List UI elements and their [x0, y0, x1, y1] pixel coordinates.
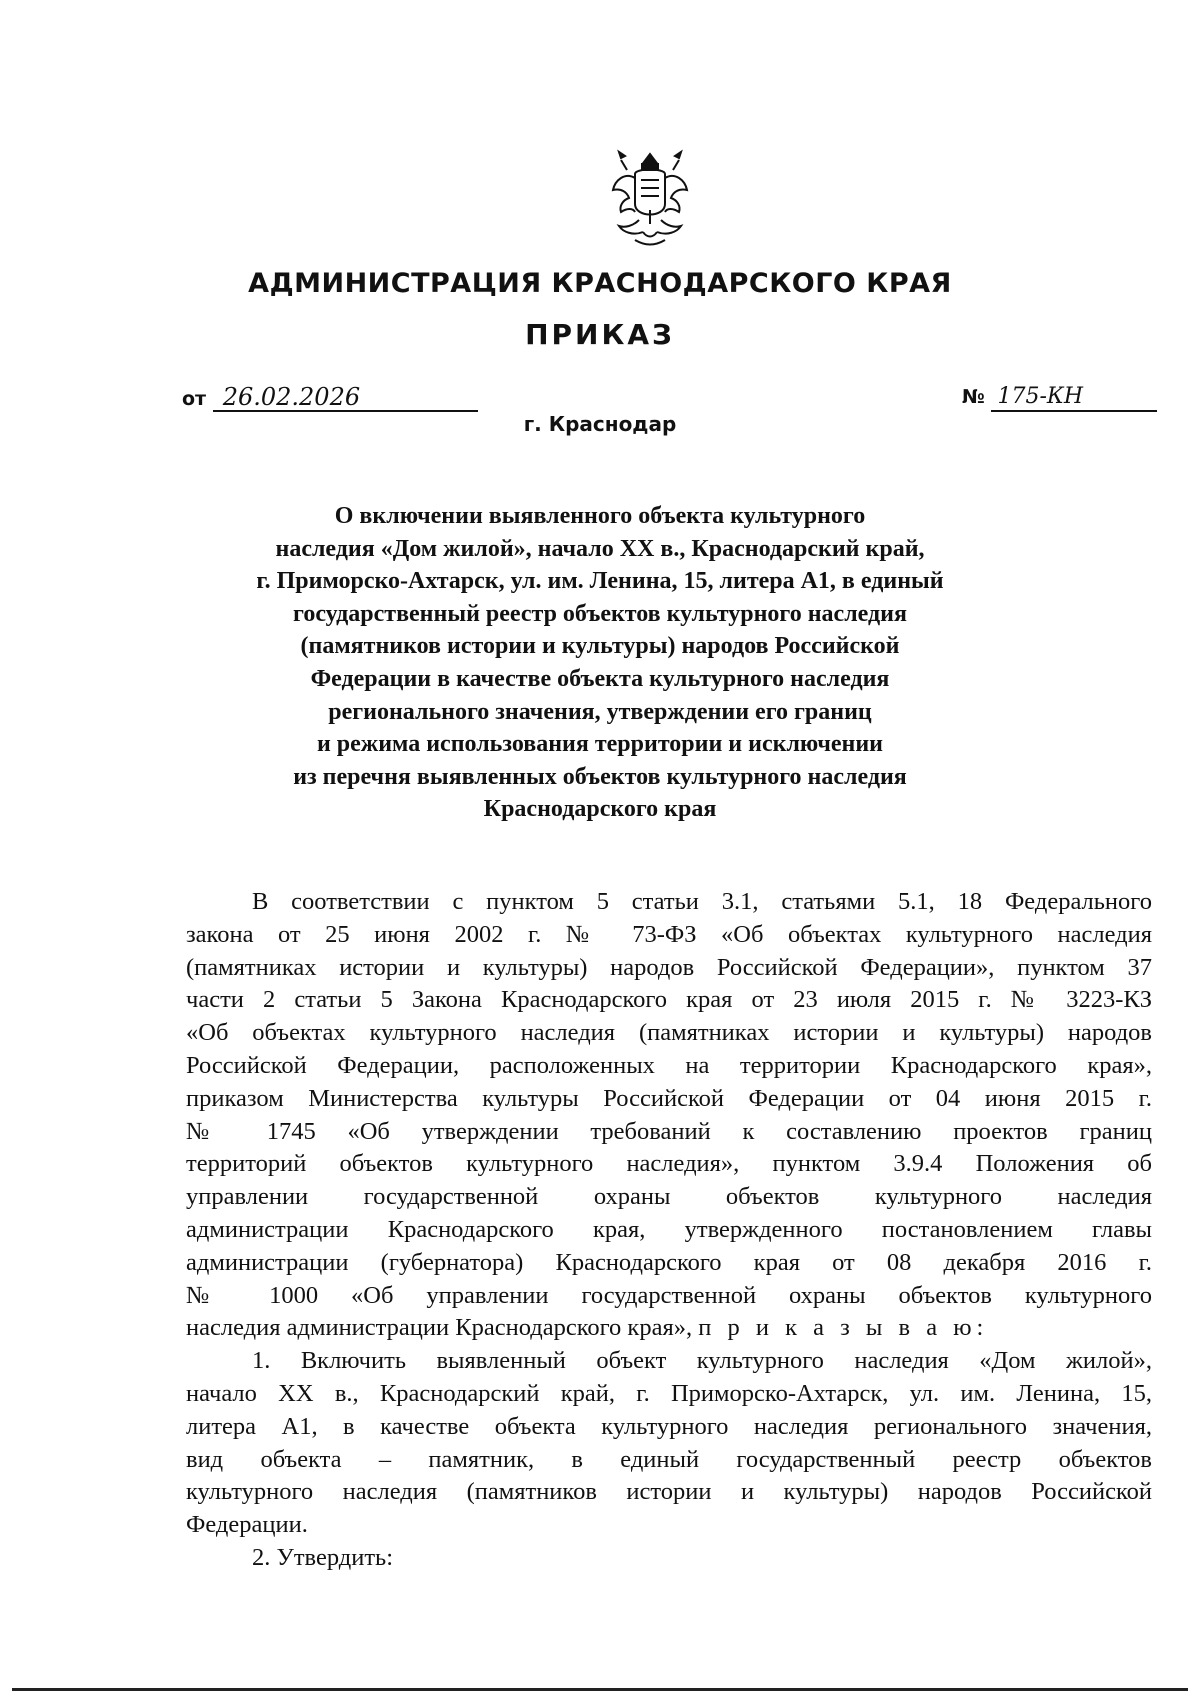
number-prefix: №: [962, 386, 985, 408]
body-line: части 2 статьи 5 Закона Краснодарского края от 23 июля 2015 г. № 3223-КЗ: [186, 986, 1152, 1014]
body-line: вид объекта – памятник, в единый государственный реестр объектов: [186, 1445, 1152, 1473]
body-line: культурного наследия (памятников истории и культуры) народов Российской: [186, 1478, 1152, 1506]
title-line: наследия «Дом жилой», начало XX в., Краснодарский край,: [275, 535, 925, 562]
body-line-order: [186, 1312, 1152, 1345]
body-line: Российской Федерации, расположенных на территории Краснодарского края»,: [186, 1051, 1152, 1079]
page-bottom-rule: [12, 1688, 1188, 1691]
document-body: [186, 886, 1152, 1575]
title-line: и режима использования территории и исключении: [316, 731, 884, 758]
body-line: управлении государственной охраны объектов культурного наследия: [186, 1183, 1152, 1211]
title-line: (памятников истории и культуры) народов Российской: [300, 633, 900, 660]
body-line: Федерации.: [186, 1511, 308, 1539]
title-line: О включении выявленного объекта культурного: [334, 503, 866, 529]
number-value: 175-КН: [991, 384, 1157, 412]
document-type: ПРИКАЗ: [525, 318, 675, 351]
title-line: регионального значения, утверждении его границ: [328, 698, 872, 725]
body-line: № 1000 «Об управлении государственной охраны объектов культурного: [186, 1281, 1152, 1309]
body-line: закона от 25 июня 2002 г. № 73-ФЗ «Об объектах культурного наследия: [186, 920, 1152, 948]
title-line: государственный реестр объектов культурного наследия: [293, 600, 907, 627]
body-line: приказом Министерства культуры Российской Федерации от 04 июня 2015 г.: [186, 1084, 1152, 1112]
body-line: 1. Включить выявленный объект культурного наследия «Дом жилой»,: [252, 1347, 1152, 1375]
organization-name: АДМИНИСТРАЦИЯ КРАСНОДАРСКОГО КРАЯ: [248, 268, 952, 299]
title-line: Краснодарского края: [483, 796, 717, 823]
title-line: г. Приморско-Ахтарск, ул. им. Ленина, 15, литера А1, в единый: [256, 568, 944, 595]
body-line: 2. Утвердить:: [252, 1543, 394, 1571]
body-line: литера А1, в качестве объекта культурного наследия регионального значения,: [186, 1412, 1152, 1440]
body-line: начало XX в., Краснодарский край, г. Приморско-Ахтарск, ул. им. Ленина, 15,: [186, 1379, 1152, 1407]
body-line: администрации Краснодарского края, утвержденного постановлением главы: [186, 1215, 1152, 1243]
coat-of-arms-icon: [605, 148, 695, 248]
body-line: В соответствии с пунктом 5 статьи 3.1, статьями 5.1, 18 Федерального: [252, 888, 1152, 915]
body-line: территорий объектов культурного наследия», пунктом 3.9.4 Положения об: [186, 1150, 1152, 1178]
order-word: п р и к а з ы в а ю:: [698, 1314, 989, 1342]
date-value: 26.02.2026: [213, 384, 478, 412]
title-line: из перечня выявленных объектов культурного наследия: [293, 763, 907, 790]
date-line: [182, 384, 478, 412]
body-line: наследия администрации Краснодарского края»,: [186, 1314, 693, 1342]
body-line: администрации (губернатора) Краснодарского края от 08 декабря 2016 г.: [186, 1248, 1152, 1276]
date-prefix: от: [182, 388, 207, 410]
title-line: Федерации в качестве объекта культурного наследия: [310, 665, 890, 692]
number-line: [962, 384, 1157, 412]
city: г. Краснодар: [523, 412, 677, 436]
document-title: [190, 500, 1010, 826]
body-line: «Об объектах культурного наследия (памятниках истории и культуры) народов: [186, 1019, 1152, 1047]
body-line: (памятниках истории и культуры) народов Российской Федерации», пунктом 37: [186, 953, 1152, 981]
body-line: № 1745 «Об утверждении требований к составлению проектов границ: [186, 1117, 1152, 1145]
